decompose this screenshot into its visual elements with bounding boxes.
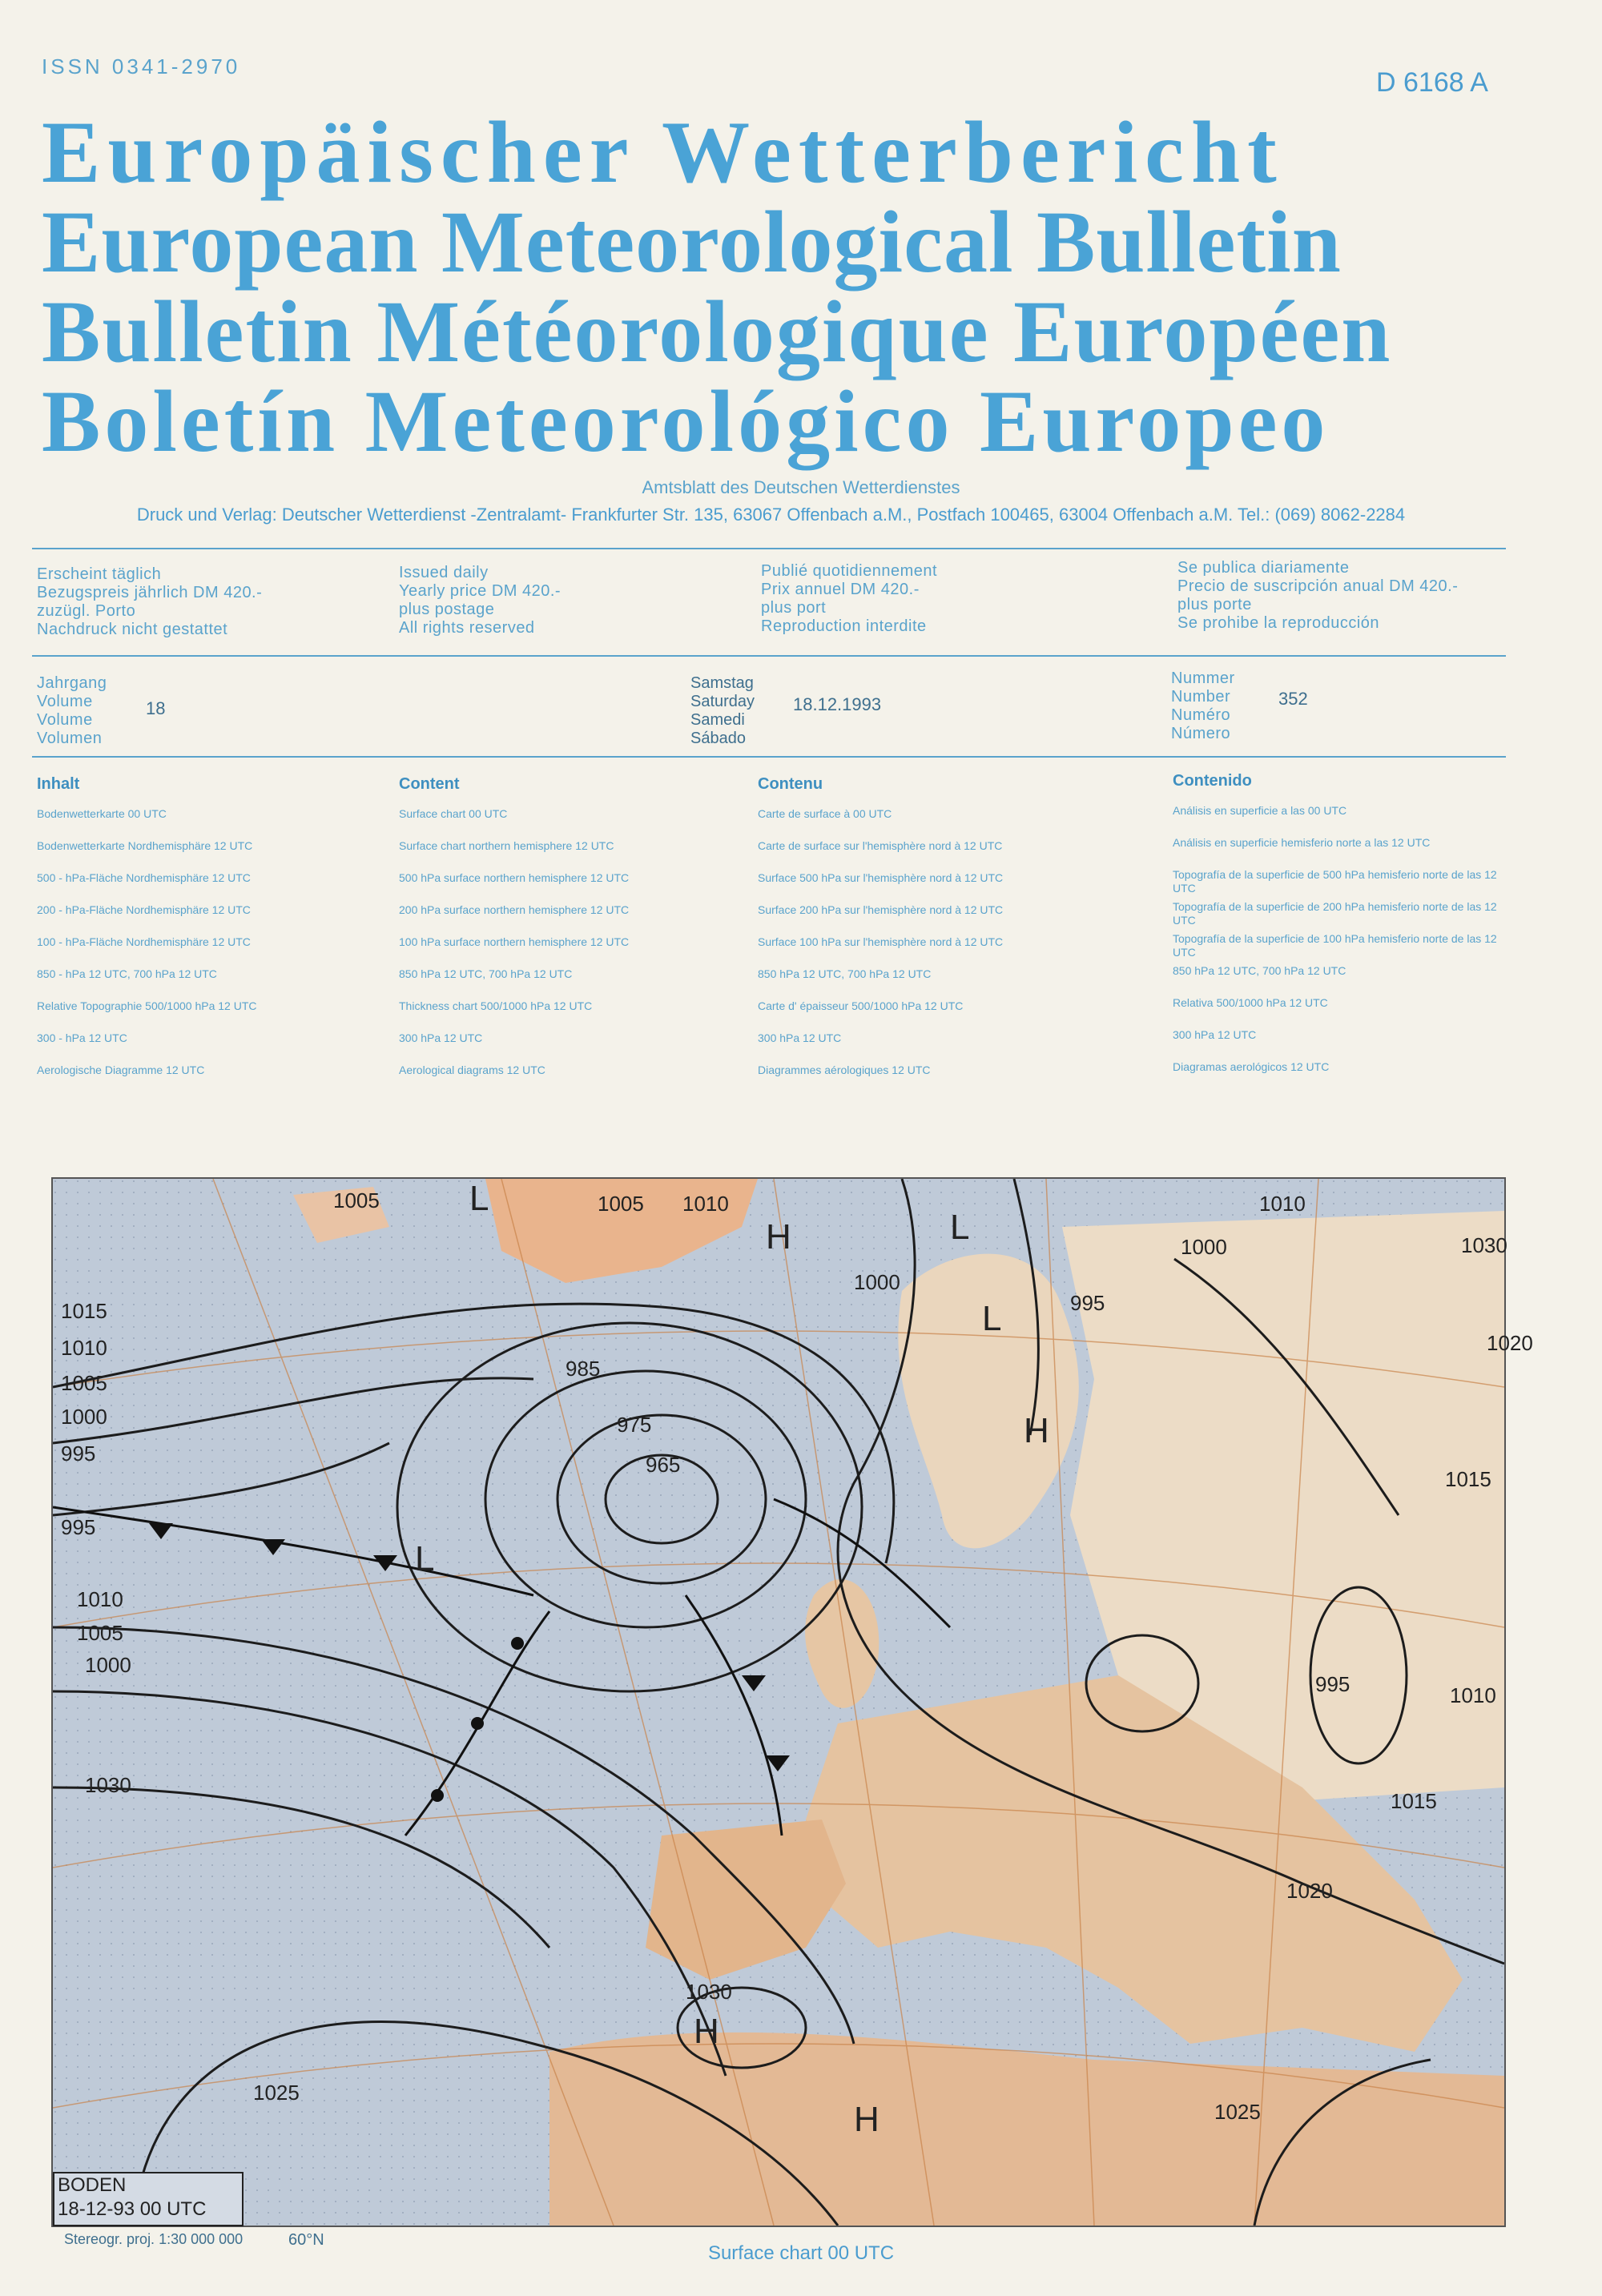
low-pressure-center: L xyxy=(950,1208,970,1247)
official-gazette: Amtsblatt des Deutschen Wetterdienstes xyxy=(642,477,960,497)
subscription-en: Issued daily Yearly price DM 420.- plus postage All rights reserved xyxy=(399,564,562,637)
contents-en: Content Surface chart 00 UTC Surface chart northern hemisphere 12 UTC 500 hPa surface northern hemisphere 12 UTC 200 hPa surface northern hemisphere 12 UTC 100 hPa surface northern hemisphere 12 UTC 850 hPa 12 UTC, 700 hPa 12 UTC Thickness chart 500/1000 hPa 12 UTC 300 hPa 12 UTC Aerological diagrams 12 UTC xyxy=(399,775,630,1076)
isobar-label: 995 xyxy=(1070,1291,1105,1315)
map-projection: Stereogr. proj. 1:30 000 000 xyxy=(64,2231,244,2247)
stamp-title: BODEN xyxy=(58,2174,127,2196)
issn: ISSN 0341-2970 xyxy=(42,54,241,78)
isobar-label: 965 xyxy=(646,1453,681,1477)
subscription-fr: Publié quotidiennement Prix annuel DM 420.- plus port Reproduction interdite xyxy=(761,562,938,635)
surface-weather-map xyxy=(51,1177,1533,2227)
stamp-datetime: 18-12-93 00 UTC xyxy=(58,2198,207,2220)
volume-value: 18 xyxy=(146,698,166,718)
isobar-label: 1010 xyxy=(1450,1683,1496,1707)
title-french: Bulletin Météorologique Européen xyxy=(42,283,1392,380)
map-latitude: 60°N xyxy=(288,2231,324,2249)
high-pressure-center: H xyxy=(1024,1411,1049,1450)
isobar-label: 1010 xyxy=(77,1587,123,1611)
isobar-label: 1015 xyxy=(61,1299,107,1323)
isobar-label: 985 xyxy=(566,1357,601,1381)
title-spanish: Boletín Meteorológico Europeo xyxy=(42,372,1330,470)
isobar-label: 1000 xyxy=(85,1653,131,1677)
isobar-label: 1005 xyxy=(598,1192,644,1216)
publication-code: D 6168 A xyxy=(1376,67,1488,98)
isobar-label: 1030 xyxy=(1461,1233,1507,1257)
isobar-label: 1005 xyxy=(333,1188,380,1212)
subscription-es: Se publica diariamente Precio de suscripción anual DM 420.- plus porte Se prohibe la reproducción xyxy=(1177,559,1459,632)
isobar-label: 1015 xyxy=(1391,1789,1437,1813)
map-drawing xyxy=(53,1179,1504,2226)
isobar-label: 975 xyxy=(617,1413,652,1437)
number-labels: Nummer Number Numéro Número xyxy=(1171,669,1235,742)
isobar-label: 1025 xyxy=(1214,2100,1261,2124)
isobar-label: 995 xyxy=(61,1442,96,1466)
contents-es: Contenido Análisis en superficie a las 00 UTC Análisis en superficie hemisferio norte a las 12 UTC Topografía de la superficie de 500 hPa hemisferio norte de las 12 UTC Topografía de la superficie de 200 hPa hemisferio norte de las 12 UTC Topografía de la superficie de 100 hPa hemisferio norte de las 12 UTC 850 hPa 12 UTC, 700 hPa 12 UTC Relativa 500/1000 hPa 12 UTC 300 hPa 12 UTC Diagramas aerológicos 12 UTC xyxy=(1173,772,1497,1073)
isobar-label: 1000 xyxy=(61,1405,107,1429)
volume-labels: Jahrgang Volume Volume Volumen xyxy=(37,674,107,747)
issue-date: 18.12.1993 xyxy=(793,694,882,714)
subscription-de: Erscheint täglich Bezugspreis jährlich DM 420.- zuzügl. Porto Nachdruck nicht gestattet xyxy=(37,565,263,638)
low-pressure-center: L xyxy=(469,1179,489,1218)
isobar-label: 995 xyxy=(1315,1672,1350,1696)
high-pressure-center: H xyxy=(854,2100,879,2139)
issue-number: 352 xyxy=(1278,689,1308,709)
isobar-label: 1030 xyxy=(85,1773,131,1797)
isobar-label: 1005 xyxy=(77,1621,123,1645)
day-labels: Samstag Saturday Samedi Sábado xyxy=(690,674,755,747)
isobar-label: 1000 xyxy=(854,1270,900,1294)
contents-fr: Contenu Carte de surface à 00 UTC Carte de surface sur l'hemisphère nord à 12 UTC Surface 500 hPa sur l'hemisphère nord à 12 UTC Surface 200 hPa sur l'hemisphère nord à 12 UTC Surface 100 hPa sur l'hemisphère nord à 12 UTC 850 hPa 12 UTC, 700 hPa 12 UTC Carte d' épaisseur 500/1000 hPa 12 UTC 300 hPa 12 UTC Diagrammes aérologiques 12 UTC xyxy=(758,775,1004,1076)
isobar-label: 1030 xyxy=(686,1980,732,2004)
low-pressure-center: L xyxy=(982,1299,1002,1338)
isobar-label: 1010 xyxy=(61,1336,107,1360)
isobar-label: 1010 xyxy=(1259,1192,1306,1216)
publisher-line: Druck und Verlag: Deutscher Wetterdienst -Zentralamt- Frankfurter Str. 135, 63067 Offenbach a.M., Postfach 100465, 63004 Offenbach a.M. Tel.: (069) 8062-2284 xyxy=(136,505,1406,525)
isobar-label: 1010 xyxy=(682,1192,729,1216)
isobar-label: 995 xyxy=(61,1515,96,1539)
low-pressure-center: L xyxy=(415,1539,435,1578)
isobar-label: 1020 xyxy=(1286,1879,1333,1903)
isobar-label: 1025 xyxy=(253,2081,300,2105)
isobar-label: 1005 xyxy=(61,1371,107,1395)
map-caption: Surface chart 00 UTC xyxy=(707,2242,895,2264)
high-pressure-center: H xyxy=(694,2012,719,2051)
title-german: Europäischer Wetterbericht xyxy=(42,103,1284,201)
high-pressure-center: H xyxy=(766,1217,791,1257)
isobar-label: 1000 xyxy=(1181,1235,1227,1259)
contents-de: Inhalt Bodenwetterkarte 00 UTC Bodenwetterkarte Nordhemisphäre 12 UTC 500 - hPa-Fläche Nordhemisphäre 12 UTC 200 - hPa-Fläche Nordhemisphäre 12 UTC 100 - hPa-Fläche Nordhemisphäre 12 UTC 850 - hPa 12 UTC, 700 hPa 12 UTC Relative Topographie 500/1000 hPa 12 UTC 300 - hPa 12 UTC Aerologische Diagramme 12 UTC xyxy=(37,775,257,1076)
isobar-label: 1015 xyxy=(1445,1467,1491,1491)
title-english: European Meteorological Bulletin xyxy=(42,193,1342,291)
map-stamp xyxy=(53,2172,244,2226)
isobar-label: 1020 xyxy=(1487,1331,1533,1355)
